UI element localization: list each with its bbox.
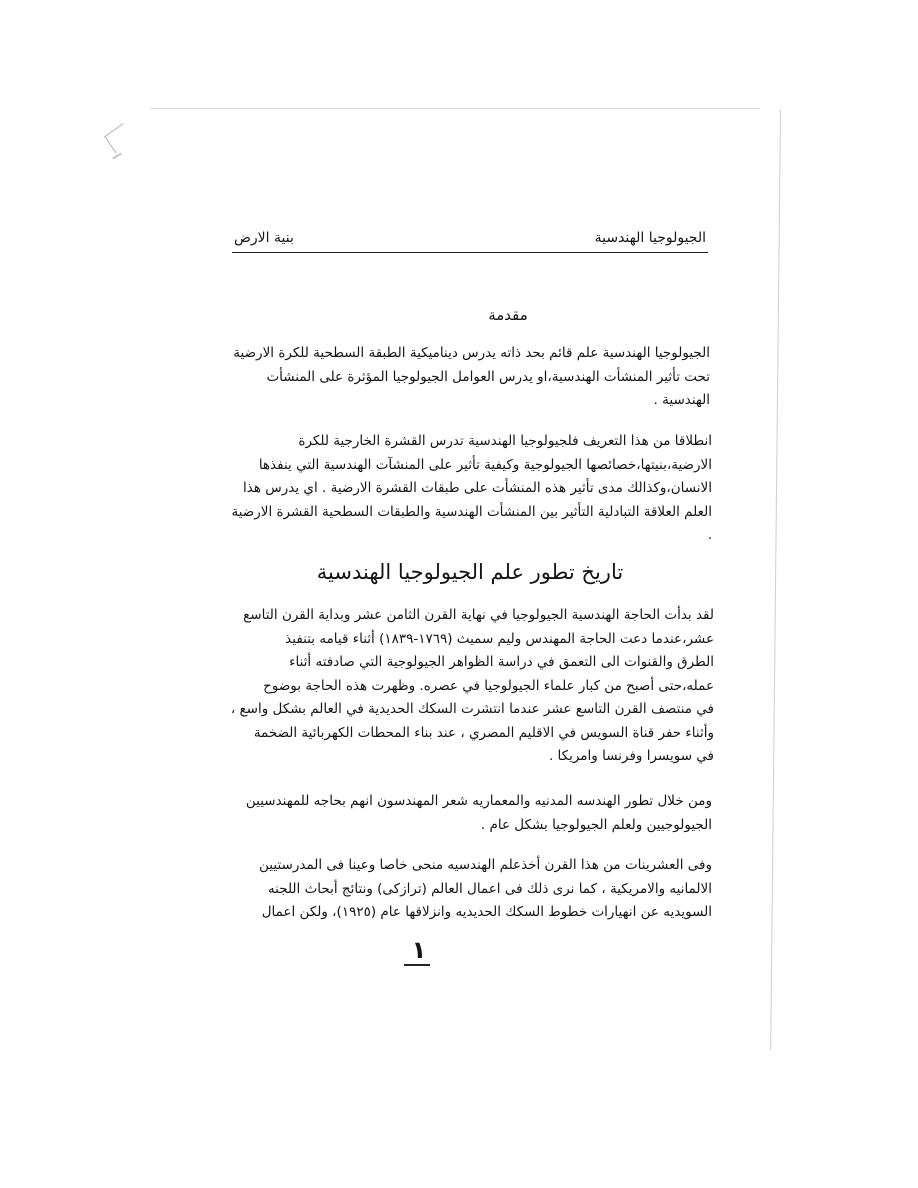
text-line: العلم العلاقة التبادلية التأثير بين المنشأت الهندسية والطبقات السطحية القشرة الارضية: [231, 503, 712, 520]
text-line: ومن خلال تطور الهندسه المدنيه والمعماريه شعر المهندسون انهم بحاجه للمهندسيين: [245, 793, 712, 809]
text-line: الهندسية .: [653, 392, 710, 408]
history-paragraph-1: [192, 604, 714, 769]
header-book-title: الجيولوجيا الهندسية: [594, 230, 706, 246]
intro-paragraph-1: [200, 342, 710, 413]
text-line: عشر،عندما دعت الحاجة المهندس وليم سميث (١٧٦٩-١٨٣٩) أثناء قيامه بتنفيذ: [285, 630, 714, 647]
page-number: ١: [411, 936, 427, 964]
text-line: تحت تأثير المنشأت الهندسية،او يدرس العوامل الجيولوجيا المؤثرة على المنشأت: [266, 368, 710, 385]
history-paragraph-2: [200, 790, 712, 837]
intro-paragraph-2: [200, 430, 712, 548]
text-line: الالمانيه والامريكية ، كما نرى ذلك فى اعمال العالم (ترازكى) ونتائج أبحاث اللجنه: [267, 880, 712, 897]
text-line: وأثناء حفر قناة السويس في الاقليم المصري ، عند بناء المحطات الكهربائية الضخمة: [253, 724, 714, 741]
text-line: الطرق والقنوات الى التعمق في دراسة الظواهر الجيولوجية التي صادفته أثناء: [289, 654, 714, 670]
text-line: في منتصف القرن التاسع عشر عندما انتشرت السكك الحديدية في العالم بشكل واسع ،: [230, 701, 714, 717]
history-heading: تاريخ تطور علم الجيولوجيا الهندسية: [316, 560, 624, 584]
page-number-underline: [404, 964, 430, 966]
text-line: وفى العشرينات من هذا القرن أخذعلم الهندسيه منحى خاصا وعينا فى المدرستيين: [259, 857, 712, 873]
text-line: الجيولوجيين ولعلم الجيولوجيا بشكل عام .: [480, 816, 712, 833]
sheet-top-edge: [150, 108, 760, 109]
text-line: الجيولوجيا الهندسية علم قائم بحد ذاته يدرس ديناميكية الطبقة السطحية للكرة الارضية: [233, 345, 710, 361]
text-line: عمله،حتى أصبح من كبار علماء الجيولوجيا في عصره. وظهرت هذه الحاجة بوضوح: [263, 677, 714, 694]
paper-sheet: [118, 108, 790, 1076]
header-chapter-title: بنية الارض: [234, 230, 294, 246]
text-line: .: [707, 527, 712, 543]
text-line: الانسان،وكذالك مدى تأثير هذه المنشأت على طبقات القشرة الارضية . اي يدرس هذا: [243, 480, 712, 496]
text-line: انطلاقا من هذا التعريف فلجيولوجيا الهندسية تدرس القشرة الخارجية للكرة: [298, 433, 712, 449]
intro-heading: مقدمة: [488, 306, 528, 324]
text-line: لقد بدأت الحاجة الهندسية الجيولوجيا في نهاية القرن الثامن عشر وبداية القرن التاسع: [243, 607, 714, 623]
text-line: السويديه عن انهيارات خطوط السكك الحديديه وانزلاقها عام (١٩٢٥)، ولكن اعمال: [261, 904, 712, 920]
text-line: في سويسرا وفرنسا وامريكا .: [548, 748, 714, 764]
running-header: [232, 226, 708, 253]
history-paragraph-3: [200, 854, 712, 925]
text-line: الارضية،بنيتها،خصائصها الجيولوجية وكيفية تأثير على المنشآت الهندسية التي ينفذها: [258, 456, 712, 473]
